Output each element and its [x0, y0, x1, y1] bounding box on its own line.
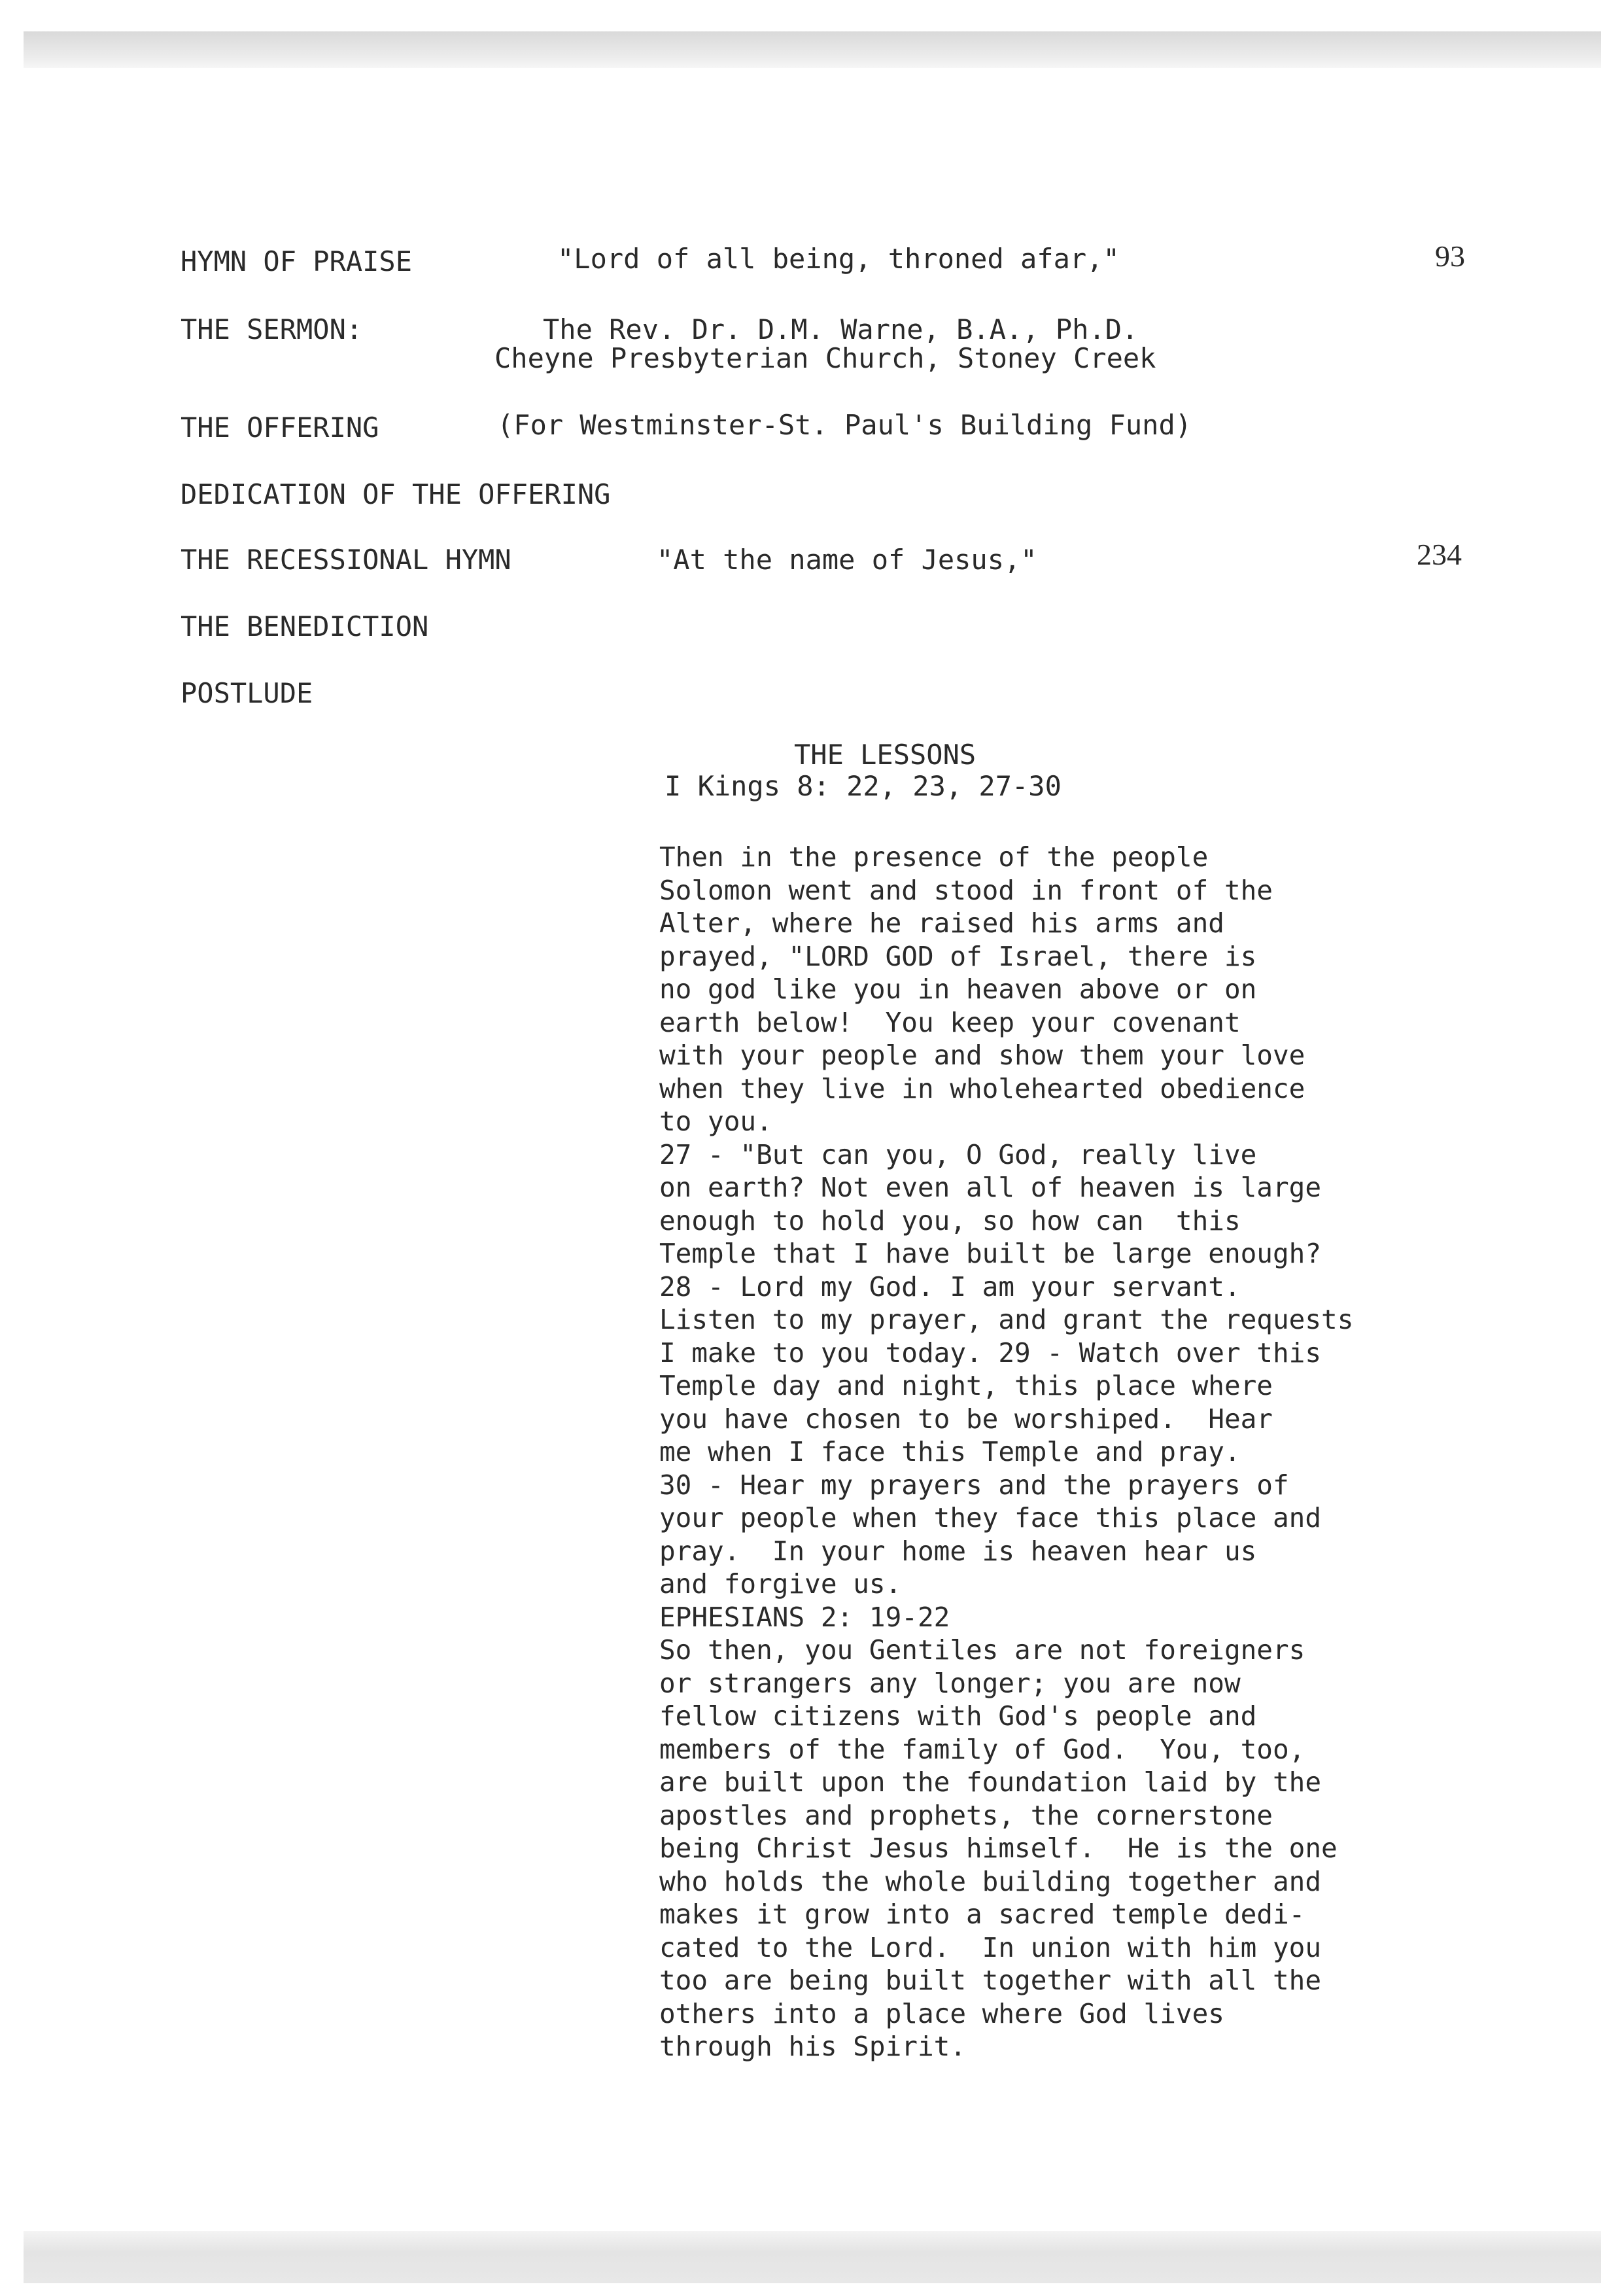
- lesson-line: Alter, where he raised his arms and: [659, 907, 1224, 939]
- lesson-line: fellow citizens with God's people and: [659, 1700, 1257, 1732]
- lesson-line: with your people and show them your love: [659, 1040, 1305, 1071]
- lesson-line: me when I face this Temple and pray.: [659, 1436, 1241, 1467]
- lesson-line: or strangers any longer; you are now: [659, 1667, 1241, 1699]
- lesson-line: others into a place where God lives: [659, 1997, 1224, 2029]
- hymn-of-praise-title: "Lord of all being, throned afar,": [557, 243, 1120, 275]
- lesson-line: Temple that I have built be large enough?: [659, 1238, 1322, 1269]
- lesson-line: enough to hold you, so how can this: [659, 1204, 1241, 1236]
- lesson-line: Listen to my prayer, and grant the requests: [659, 1304, 1354, 1335]
- lesson-line: So then, you Gentiles are not foreigners: [659, 1634, 1305, 1666]
- recessional-hymn-title: "At the name of Jesus,": [657, 544, 1037, 576]
- lesson-line: who holds the whole building together and: [659, 1865, 1322, 1897]
- recessional-hymn-label: THE RECESSIONAL HYMN: [181, 544, 511, 576]
- sermon-church: Cheyne Presbyterian Church, Stoney Creek: [494, 342, 1156, 374]
- sermon-preacher: The Rev. Dr. D.M. Warne, B.A., Ph.D.: [543, 313, 1139, 345]
- lesson-line: when they live in wholehearted obedience: [659, 1072, 1305, 1104]
- offering-label: THE OFFERING: [181, 412, 379, 444]
- offering-purpose: (For Westminster-St. Paul's Building Fund): [497, 409, 1192, 441]
- lesson-line: your people when they face this place and: [659, 1502, 1322, 1533]
- lesson-line: 30 - Hear my prayers and the prayers of: [659, 1469, 1289, 1501]
- lesson-line: cated to the Lord. In union with him you: [659, 1931, 1322, 1963]
- lesson-line: you have chosen to be worshiped. Hear: [659, 1403, 1273, 1435]
- lesson-line: apostles and prophets, the cornerstone: [659, 1799, 1273, 1831]
- lesson-line: earth below! You keep your covenant: [659, 1006, 1241, 1038]
- lesson-line: and forgive us.: [659, 1568, 902, 1600]
- recessional-hymn-number: 234: [1417, 538, 1462, 571]
- lesson-line: Then in the presence of the people: [659, 841, 1209, 873]
- lesson-line: to you.: [659, 1106, 772, 1137]
- lesson-line: pray. In your home is heaven hear us: [659, 1535, 1257, 1567]
- lesson-line: members of the family of God. You, too,: [659, 1733, 1305, 1765]
- lesson-line: on earth? Not even all of heaven is large: [659, 1172, 1322, 1203]
- lesson-line: being Christ Jesus himself. He is the one: [659, 1832, 1338, 1864]
- scan-edge-bottom: [24, 2231, 1601, 2283]
- hymn-of-praise-number: 93: [1435, 239, 1465, 273]
- lessons-reference: I Kings 8: 22, 23, 27-30: [665, 770, 1062, 802]
- lesson-line: EPHESIANS 2: 19-22: [659, 1601, 950, 1633]
- lessons-text: [659, 841, 1510, 2063]
- lesson-line: too are being built together with all the: [659, 1965, 1322, 1996]
- lesson-line: makes it grow into a sacred temple dedi-: [659, 1899, 1305, 1930]
- lessons-title: THE LESSONS: [794, 739, 976, 771]
- lesson-line: no god like you in heaven above or on: [659, 973, 1257, 1005]
- lesson-line: through his Spirit.: [659, 2031, 966, 2062]
- lesson-line: prayed, "LORD GOD of Israel, there is: [659, 940, 1257, 972]
- lesson-line: 27 - "But can you, O God, really live: [659, 1138, 1257, 1170]
- lessons-header: [665, 739, 1449, 802]
- postlude-label: POSTLUDE: [181, 677, 313, 709]
- scan-edge-top: [24, 31, 1601, 68]
- lesson-line: I make to you today. 29 - Watch over this: [659, 1337, 1322, 1369]
- lesson-line: Temple day and night, this place where: [659, 1370, 1273, 1401]
- benediction-label: THE BENEDICTION: [181, 610, 429, 642]
- dedication-label: DEDICATION OF THE OFFERING: [181, 478, 611, 510]
- lesson-line: are built upon the foundation laid by the: [659, 1766, 1322, 1798]
- lesson-line: Solomon went and stood in front of the: [659, 874, 1273, 906]
- lesson-line: 28 - Lord my God. I am your servant.: [659, 1270, 1241, 1303]
- sermon-label: THE SERMON:: [181, 313, 363, 345]
- hymn-of-praise-label: HYMN OF PRAISE: [181, 245, 413, 277]
